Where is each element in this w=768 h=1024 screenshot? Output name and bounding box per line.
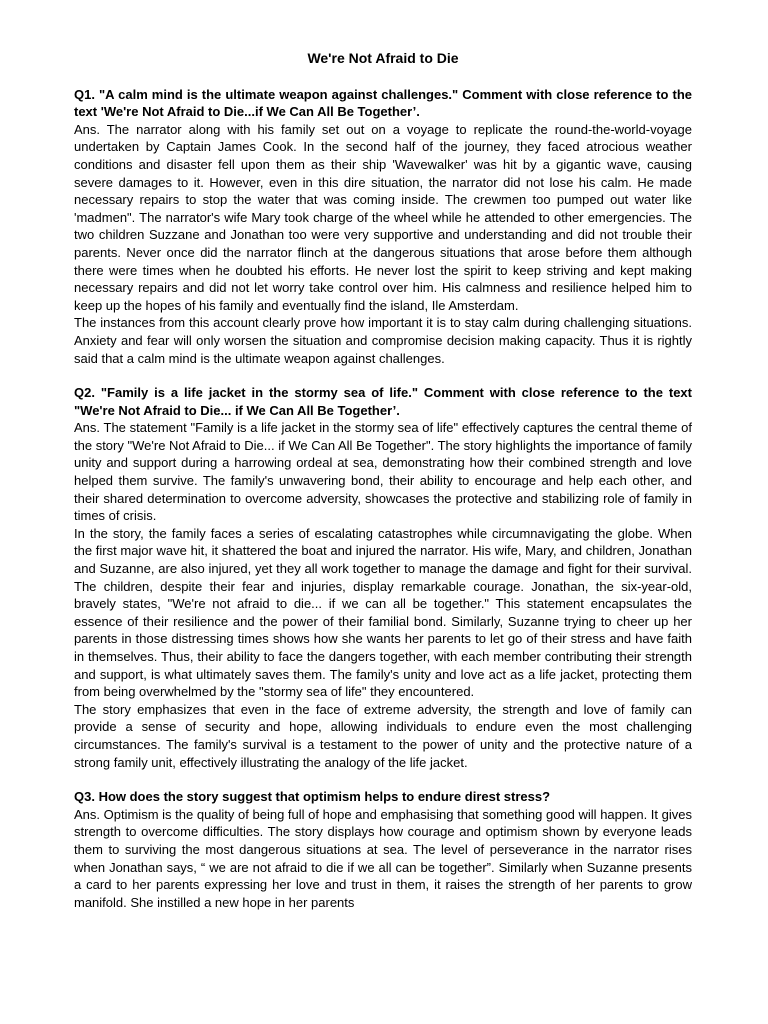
question-2-section — [74, 384, 692, 771]
question-3-section — [74, 788, 692, 911]
question-3-heading: Q3. How does the story suggest that optimism helps to endure direst stress? — [74, 789, 551, 805]
question-1-conclusion: The instances from this account clearly prove how important it is to stay calm during challenging situations. Anxiety and fear will only worsen the situation and compromise decision making capacity. Thus it is rightly said that a calm mind is the ultimate weapon against challenges. — [74, 315, 692, 366]
question-2-body: In the story, the family faces a series of escalating catastrophes while circumnavigating the globe. When the first major wave hit, it shattered the boat and injured the narrator. His wife, Mary, and children, Jonathan and Suzanne, are also injured, yet they all work together to manage the damage and fight for their survival. The children, despite their fear and injuries, display remarkable courage. Jonathan, the six-year-old, bravely states, "We're not afraid to die... if we can all be together." This statement encapsulates the essence of their resilience and the power of their familial bond. Similarly, Suzanne trying to cheer up her parents in those distressing times shows how she wants her parents to let go of their stress and have faith in themselves. Thus, their ability to face the dangers together, with each member contributing their strength and support, is what ultimately saves them. The family's unity and love act as a life jacket, protecting them from being overwhelmed by the "stormy sea of life" they encountered. — [74, 525, 692, 700]
question-2-heading: Q2. "Family is a life jacket in the stormy sea of life." Comment with close reference to the text "We're Not Afraid to Die... if We Can All Be Together’. — [74, 385, 692, 418]
question-2-answer: Ans. The statement "Family is a life jacket in the stormy sea of life" effectively captures the central theme of the story "We're Not Afraid to Die... if We Can All Be Together". The story highlights the importance of family unity and support during a harrowing ordeal at sea, demonstrating how their combined strength and love helped them survive. The family's unwavering bond, their ability to encourage and help each other, and their shared determination to overcome adversity, showcases the protective and stabilizing role of family in times of crisis. — [74, 420, 692, 524]
question-2-conclusion: The story emphasizes that even in the face of extreme adversity, the strength and love of family can provide a sense of security and hope, allowing individuals to endure even the most challenging circumstances. The family's survival is a testament to the power of unity and the protective nature of a strong family unit, effectively illustrating the analogy of the life jacket. — [74, 701, 692, 770]
question-1-section — [74, 86, 692, 368]
question-1-heading: Q1. "A calm mind is the ultimate weapon against challenges." Comment with close reference to the text 'We're Not Afraid to Die...if We Can All Be Together’. — [74, 86, 692, 120]
document-title: We're Not Afraid to Die — [307, 50, 459, 66]
question-3-answer: Ans. Optimism is the quality of being full of hope and emphasising that something good will happen. It gives strength to overcome difficulties. The story displays how courage and optimism shown by everyone leads them to surviving the most dangerous situations at sea. The level of perseverance in the narrator rises when Jonathan says, “ we are not afraid to die if we all can be together”. Similarly when Suzanne presents a card to her parents expressing her love and trust in them, it raises the strength of her parents to grow manifold. She instilled a new hope in her parents — [74, 806, 692, 910]
document-page — [74, 50, 692, 928]
question-1-answer: Ans. The narrator along with his family set out on a voyage to replicate the round-the-world-voyage undertaken by Captain James Cook. In the second half of the journey, they faced atrocious weather conditions and disaster fell upon them as their ship 'Wavewalker' was hit by a gigantic wave, causing severe damages to it. However, even in this dire situation, the narrator did not lose his calm. He made necessary repairs to stop the water that was coming inside. The crewmen too pumped out water like 'madmen". The narrator's wife Mary took charge of the wheel while he attended to other emergencies. The two children Suzzane and Jonathan too were very supportive and understanding and did not trouble their parents. Never once did the narrator flinch at the dangerous situations that arose before them although there were times when he doubted his efforts. He never lost the spirit to keep striving and kept making necessary repairs and did not let worry take control over him. His calmness and resilience helped him to keep up the hopes of his family and eventually find the island, Ile Amsterdam. — [74, 121, 692, 313]
